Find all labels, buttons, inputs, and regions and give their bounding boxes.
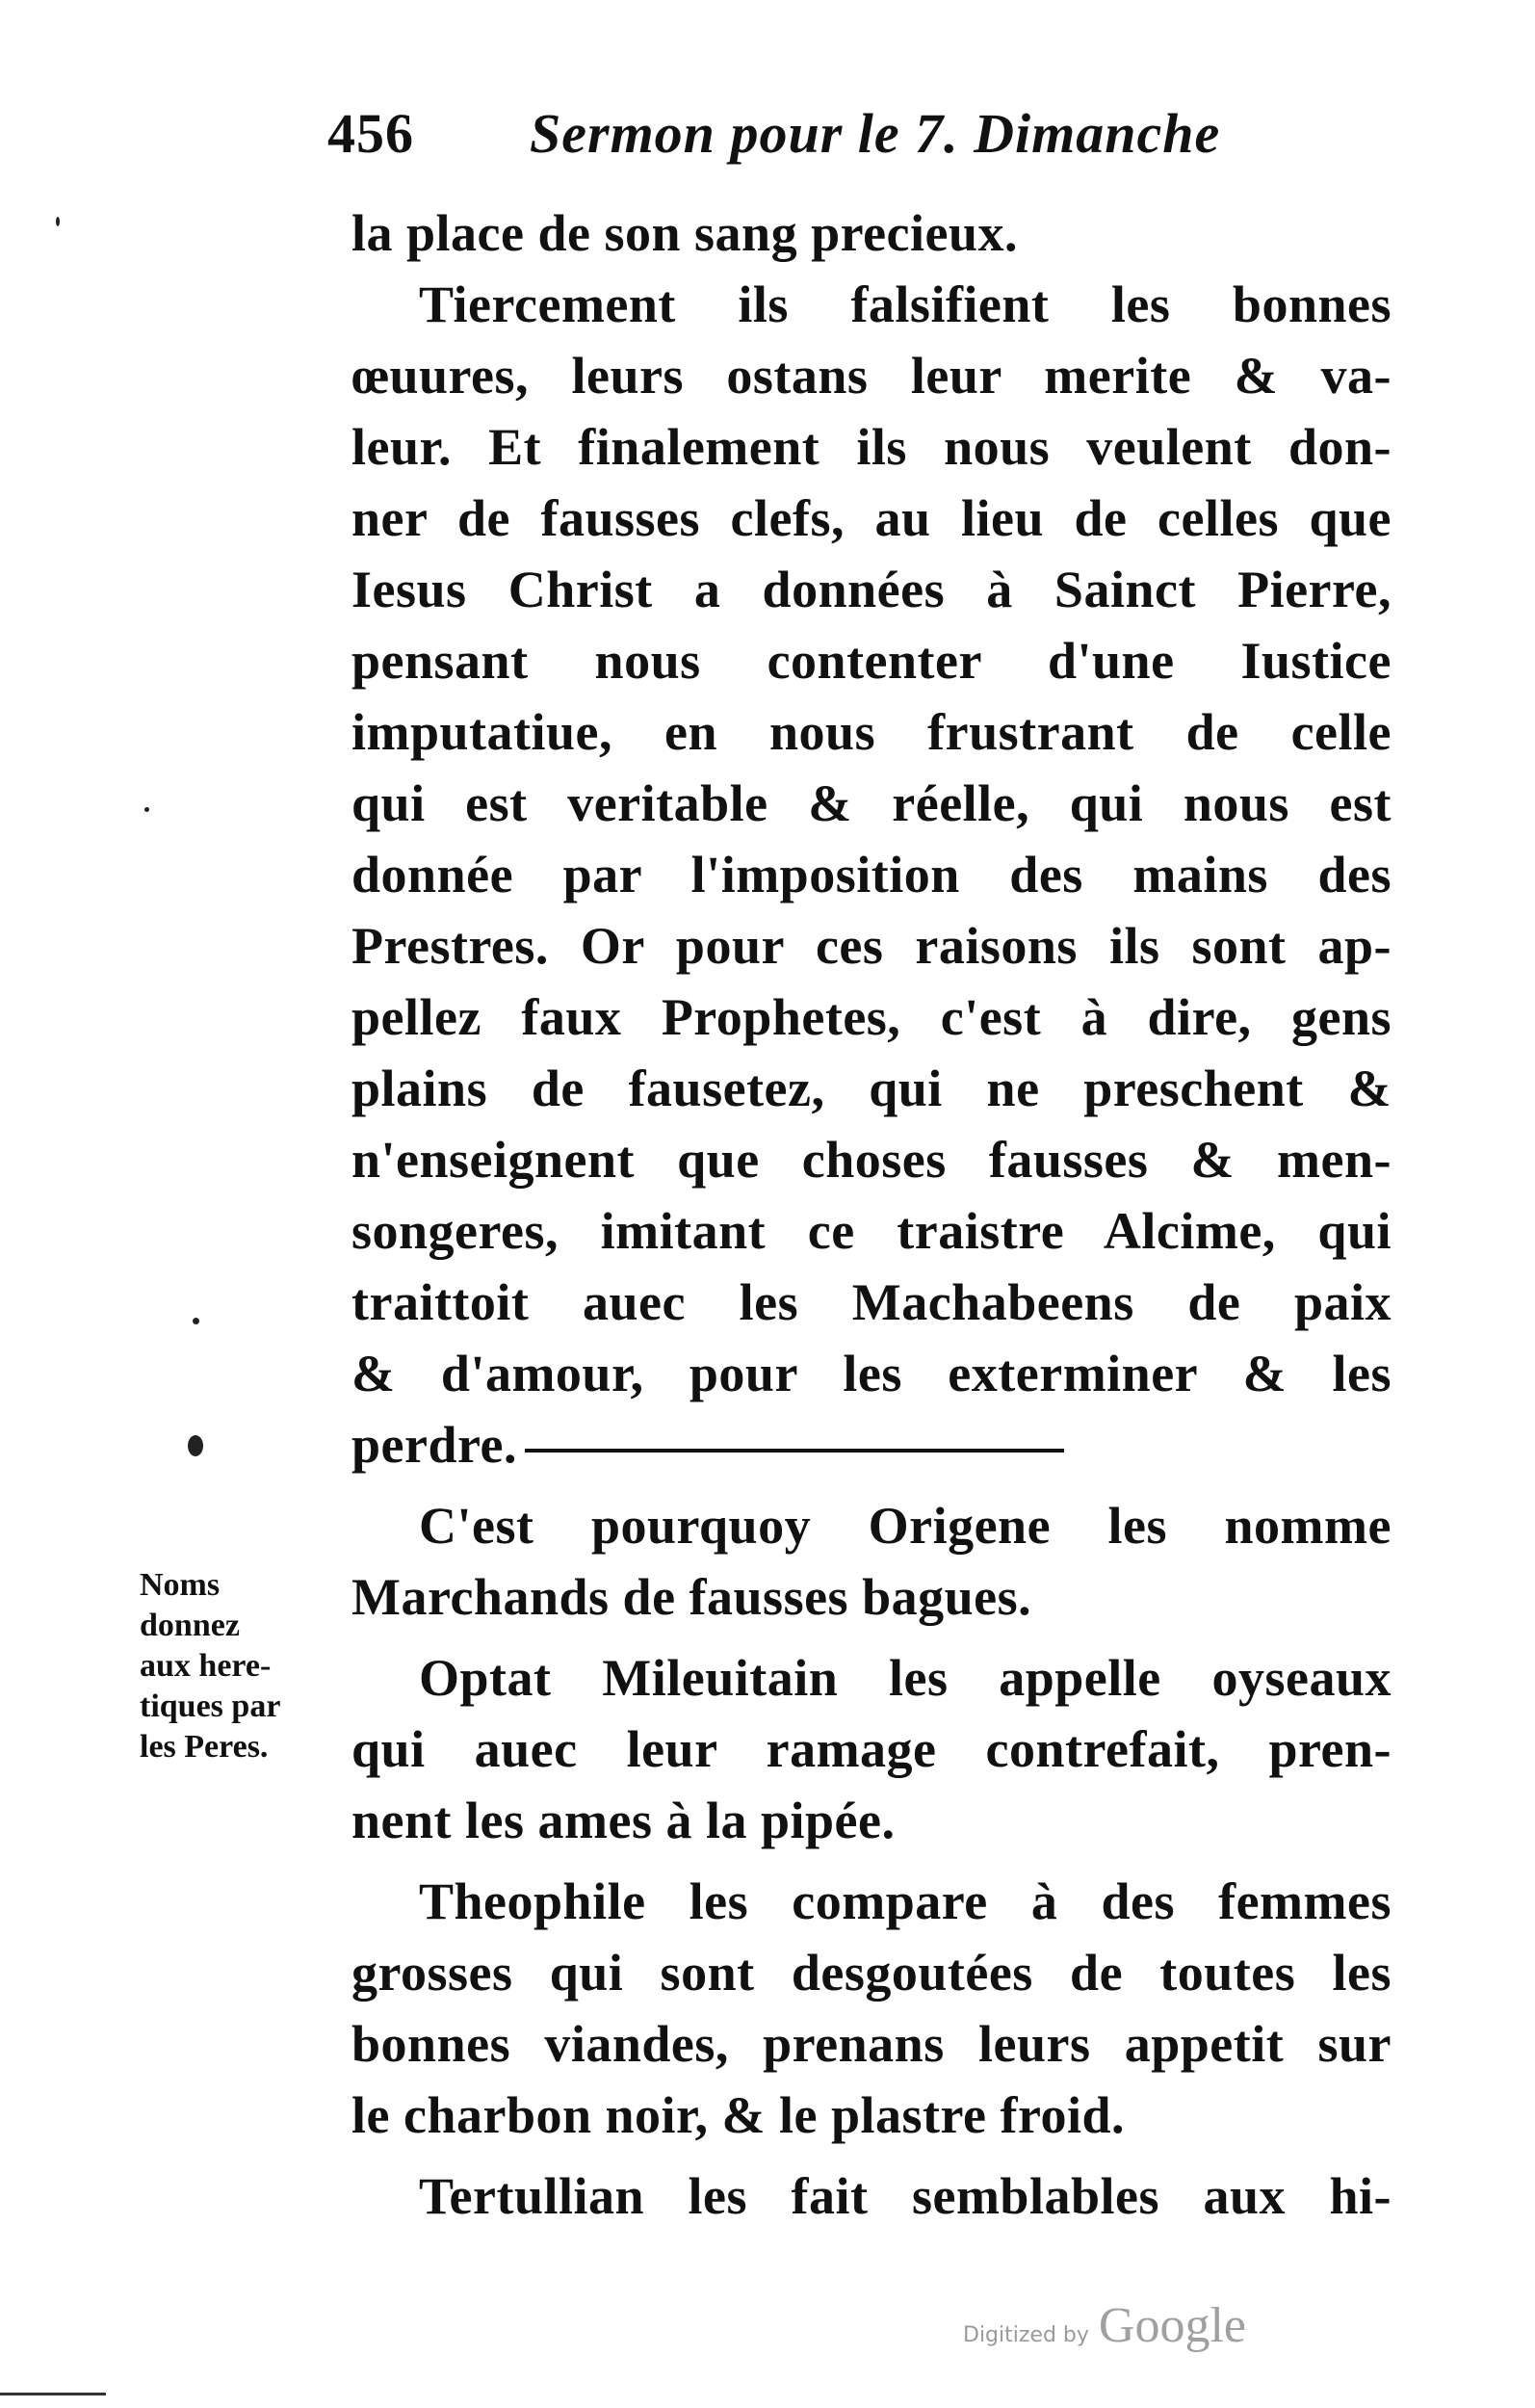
text-line: Tiercement ils falsifient les bonnes xyxy=(419,275,1392,333)
text-line: Optat Mileuitain les appelle oyseaux xyxy=(419,1649,1392,1707)
text-line: songeres, imitant ce traistre Alcime, qui xyxy=(351,1202,1392,1260)
text-line: n'enseignent que choses fausses & men- xyxy=(351,1131,1392,1189)
section-rule xyxy=(525,1449,1064,1453)
ink-speck xyxy=(56,217,60,226)
text-line: la place de son sang precieux. xyxy=(351,204,1019,262)
text-line: & d'amour, pour les exterminer & les xyxy=(351,1345,1392,1402)
ink-speck xyxy=(144,807,149,812)
text-line-with-rule xyxy=(351,1409,1392,1480)
text-line: Marchands de fausses bagues. xyxy=(351,1568,1032,1626)
text-line: imputatiue, en nous frustrant de celle xyxy=(351,703,1392,761)
scan-edge-line xyxy=(0,2393,106,2395)
text-line: pellez faux Prophetes, c'est à dire, gens xyxy=(351,988,1392,1046)
text-line: leur. Et finalement ils nous veulent don- xyxy=(351,418,1392,476)
text-line: qui est veritable & réelle, qui nous est xyxy=(351,774,1392,832)
text-line: C'est pourquoy Origene les nomme xyxy=(419,1497,1392,1555)
text-line: plains de fausetez, qui ne preschent & xyxy=(351,1060,1392,1117)
text-line: grosses qui sont desgoutées de toutes les xyxy=(351,1944,1392,2002)
text-line: bonnes viandes, prenans leurs appetit sur xyxy=(351,2015,1392,2073)
text-line: Prestres. Or pour ces raisons ils sont ap- xyxy=(351,917,1392,975)
page-number: 456 xyxy=(327,102,414,165)
text-line: le charbon noir, & le plastre froid. xyxy=(351,2086,1126,2144)
margin-note xyxy=(140,1565,332,1767)
text-line: Theophile les compare à des femmes xyxy=(419,1872,1392,1930)
text-line: ner de fausses clefs, au lieu de celles que xyxy=(351,489,1392,547)
running-head: Sermon pour le 7. Dimanche xyxy=(530,102,1221,165)
page-header xyxy=(327,101,1290,188)
ink-speck xyxy=(188,1435,203,1456)
digitized-watermark xyxy=(963,2297,1246,2354)
body-text xyxy=(351,197,1392,2232)
text-line: œuures, leurs ostans leur merite & va- xyxy=(351,347,1392,405)
margin-note-line: tiques par xyxy=(140,1688,281,1724)
watermark-prefix: Digitized by xyxy=(963,2323,1089,2347)
text-line: Tertullian les fait semblables aux hi- xyxy=(419,2167,1392,2225)
text-line: pensant nous contenter d'une Iustice xyxy=(351,632,1392,690)
text-line: qui auec leur ramage contrefait, pren- xyxy=(351,1720,1392,1778)
text-line: perdre. xyxy=(351,1416,517,1474)
margin-note-line: donnez xyxy=(140,1608,240,1643)
text-line: nent les ames à la pipée. xyxy=(351,1792,896,1849)
margin-note-line: Noms xyxy=(140,1567,221,1603)
text-line: Iesus Christ a données à Sainct Pierre, xyxy=(351,561,1392,618)
margin-note-line: aux here- xyxy=(140,1648,272,1684)
text-line: traittoit auec les Machabeens de paix xyxy=(351,1273,1392,1331)
text-line: donnée par l'imposition des mains des xyxy=(351,846,1392,903)
ink-speck xyxy=(193,1318,199,1324)
margin-note-line: les Peres. xyxy=(140,1729,269,1765)
google-logo: Google xyxy=(1098,2298,1246,2353)
